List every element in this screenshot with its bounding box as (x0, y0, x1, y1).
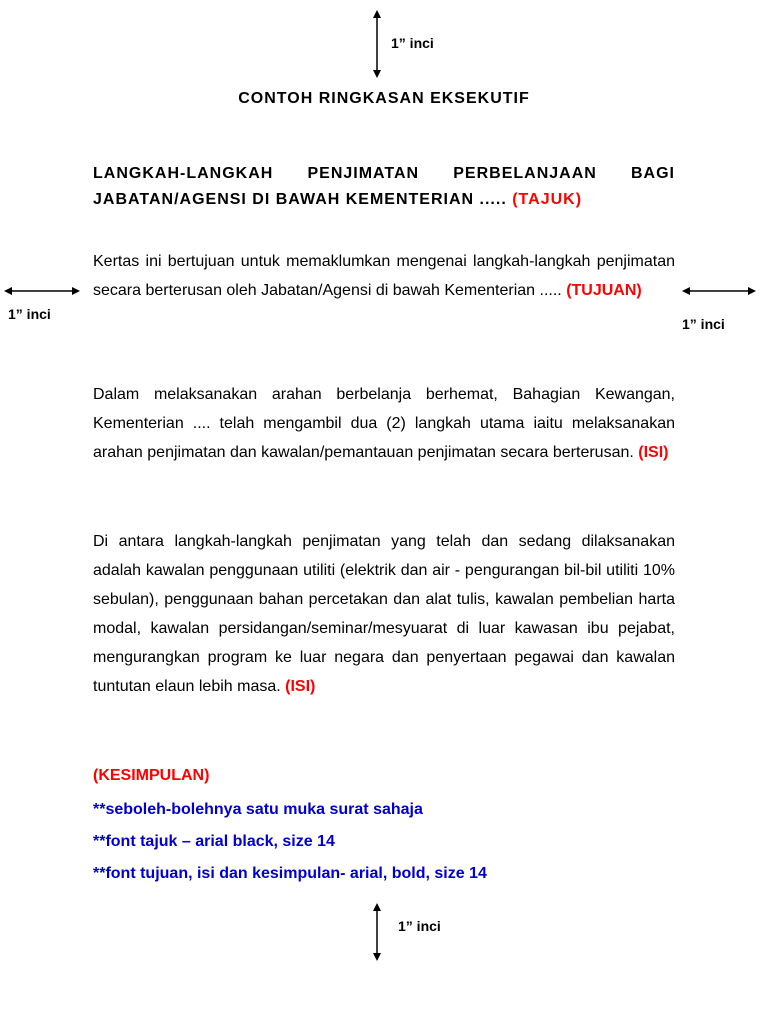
paragraph-tag: (TUJUAN) (566, 282, 642, 299)
paragraph-content-1 (93, 380, 675, 467)
conclusion-tag: (KESIMPULAN) (93, 767, 210, 784)
paragraph-text: Kertas ini bertujuan untuk memaklumkan mengenai langkah-langkah penjimatan secara berterusan oleh Jabatan/Agensi di bawah Kementerian ..... (93, 253, 675, 299)
heading-text: LANGKAH-LANGKAH PENJIMATAN PERBELANJAAN BAGI JABATAN/AGENSI DI BAWAH KEMENTERIAN ..... (93, 165, 675, 208)
paragraph-tag: (ISI) (638, 444, 669, 461)
top-margin-label: 1” inci (391, 35, 434, 51)
bottom-margin-label: 1” inci (398, 918, 441, 934)
left-margin-arrow (4, 284, 80, 298)
note-title-font: **font tajuk – arial black, size 14 (93, 833, 335, 850)
page-title: CONTOH RINGKASAN EKSEKUTIF (238, 90, 530, 107)
paragraph-tag: (ISI) (285, 678, 316, 695)
heading-tag: (TAJUK) (512, 191, 583, 208)
note-page-limit: **seboleh-bolehnya satu muka surat sahaja (93, 801, 423, 818)
note-body-font: **font tujuan, isi dan kesimpulan- arial, bold, size 14 (93, 865, 487, 882)
top-margin-arrow (370, 10, 384, 78)
paragraph-text: Di antara langkah-langkah penjimatan yang telah dan sedang dilaksanakan adalah kawalan penggunaan utiliti (elektrik dan air - pengurangan bil-bil utiliti 10% sebulan), penggunaan bahan percetakan dan alat tulis, kawalan pembelian harta modal, kawalan persidangan/seminar/mesyuarat di luar kawasan ibu pejabat, mengurangkan program ke luar negara dan penyertaan pegawai dan kawalan tuntutan elaun lebih masa. (93, 533, 675, 695)
paragraph-text: Dalam melaksanakan arahan berbelanja berhemat, Bahagian Kewangan, Kementerian .... telah mengambil dua (2) langkah utama iaitu melaksanakan arahan penjimatan dan kawalan/pemantauan penjimatan secara berterusan. (93, 386, 675, 461)
right-margin-label: 1” inci (682, 316, 725, 332)
right-margin-arrow (682, 284, 756, 298)
left-margin-label: 1” inci (8, 306, 51, 322)
paragraph-content-2 (93, 527, 675, 701)
bottom-margin-arrow (370, 903, 384, 961)
document-heading (93, 161, 675, 213)
paragraph-purpose (93, 247, 675, 305)
